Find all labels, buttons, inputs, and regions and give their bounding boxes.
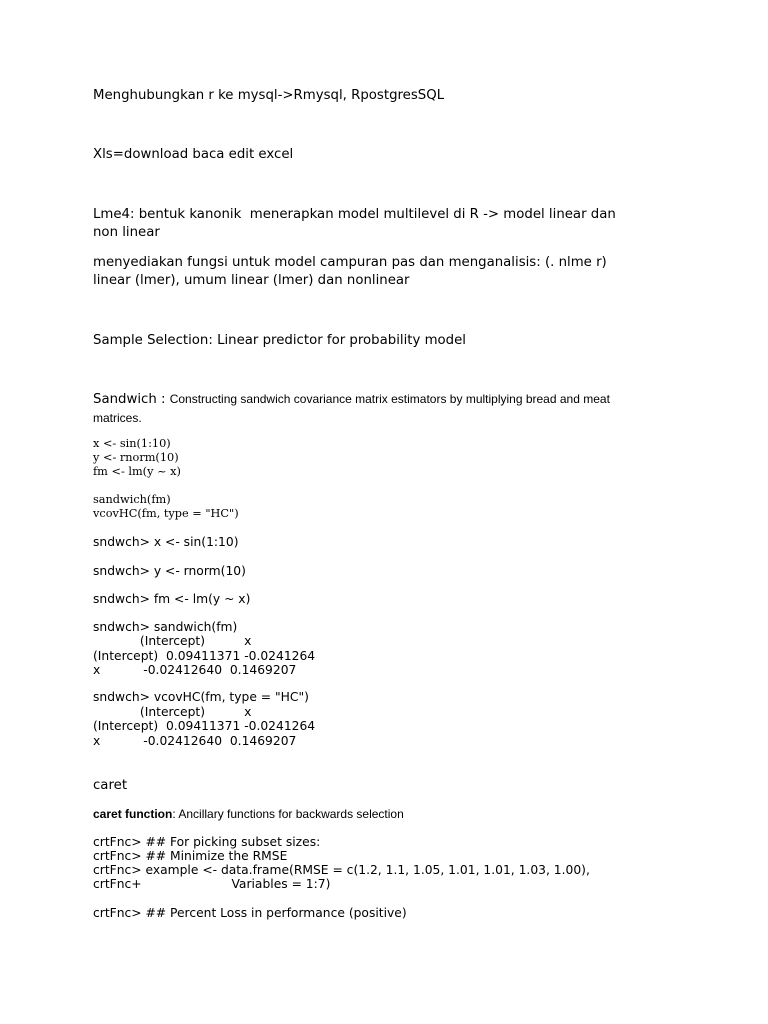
output-line: sndwch> x <- sin(1:10) xyxy=(93,535,239,549)
code-line: fm <- lm(y ~ x) xyxy=(93,465,181,478)
sandwich-heading xyxy=(93,391,610,409)
output-line: sndwch> fm <- lm(y ~ x) xyxy=(93,592,251,606)
note-rmysql: Menghubungkan r ke mysql->Rmysql, RpostgresSQL xyxy=(93,88,445,103)
note-lme4-line1: Lme4: bentuk kanonik menerapkan model multilevel di R -> model linear dan xyxy=(93,207,616,222)
caret-function-label: caret function xyxy=(93,807,173,821)
sandwich-desc-line1: Constructing sandwich covariance matrix estimators by multiplying bread and meat xyxy=(169,392,610,406)
output-line: x -0.02412640 0.1469207 xyxy=(93,734,297,748)
note-sample-selection: Sample Selection: Linear predictor for probability model xyxy=(93,333,466,348)
code-line: x <- sin(1:10) xyxy=(93,437,171,450)
caret-output-line: crtFnc> ## Minimize the RMSE xyxy=(93,849,288,863)
output-line: sndwch> vcovHC(fm, type = "HC") xyxy=(93,690,309,704)
caret-output-line: crtFnc> ## Percent Loss in performance (positive) xyxy=(93,906,407,920)
output-line: x -0.02412640 0.1469207 xyxy=(93,663,297,677)
sandwich-desc-line2: matrices. xyxy=(93,411,142,425)
output-line: (Intercept) x xyxy=(93,705,252,719)
note-xls: Xls=download baca edit excel xyxy=(93,147,294,162)
output-line: (Intercept) 0.09411371 -0.0241264 xyxy=(93,649,316,663)
caret-output-line: crtFnc+ Variables = 1:7) xyxy=(93,877,331,891)
output-line: (Intercept) 0.09411371 -0.0241264 xyxy=(93,719,316,733)
sandwich-name: Sandwich : xyxy=(93,392,170,407)
caret-function-line xyxy=(93,806,404,823)
note-lme4-desc-line2: linear (lmer), umum linear (lmer) dan nonlinear xyxy=(93,273,410,288)
caret-title: caret xyxy=(93,778,128,793)
caret-function-desc: : Ancillary functions for backwards selection xyxy=(172,807,404,821)
output-line: sndwch> sandwich(fm) xyxy=(93,620,238,634)
note-lme4-line2: non linear xyxy=(93,225,160,240)
code-line: vcovHC(fm, type = "HC") xyxy=(93,507,239,520)
output-line: sndwch> y <- rnorm(10) xyxy=(93,564,246,578)
code-line: sandwich(fm) xyxy=(93,493,171,506)
code-line: y <- rnorm(10) xyxy=(93,451,179,464)
caret-output-line: crtFnc> example <- data.frame(RMSE = c(1.2, 1.1, 1.05, 1.01, 1.01, 1.03, 1.00), xyxy=(93,863,590,877)
note-lme4-desc-line1: menyediakan fungsi untuk model campuran pas dan menganalisis: (. nlme r) xyxy=(93,255,607,270)
output-line: (Intercept) x xyxy=(93,634,252,648)
caret-output-line: crtFnc> ## For picking subset sizes: xyxy=(93,835,321,849)
